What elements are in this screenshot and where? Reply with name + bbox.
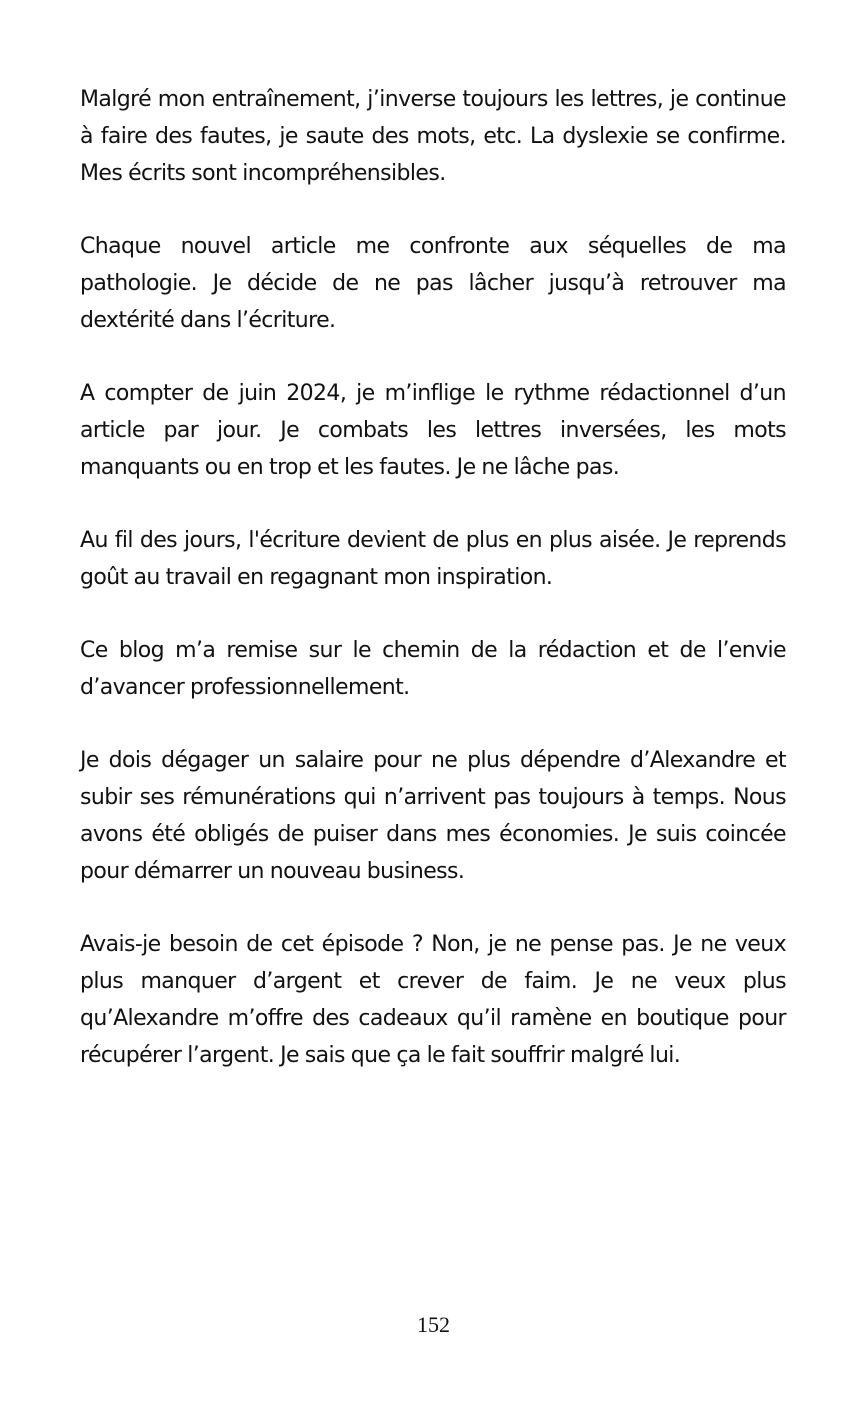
paragraph: A compter de juin 2024, je m’inflige le rythme rédactionnel d’un article par jour. Je combats les lettres inversées, les mots manquants ou en trop et les fautes. Je ne lâche pas. (80, 381, 786, 480)
paragraph: Ce blog m’a remise sur le chemin de la rédaction et de l’envie d’avancer professionnellement. (80, 638, 786, 700)
paragraph: Je dois dégager un salaire pour ne plus dépendre d’Alexandre et subir ses rémunérations qui n’arrivent pas toujours à temps. Nous avons été obligés de puiser dans mes économies. Je suis coincée pour démarrer un nouveau business. (80, 748, 786, 884)
text-body (80, 81, 786, 1110)
page-number: 152 (417, 1312, 450, 1337)
paragraph: Au fil des jours, l'écriture devient de plus en plus aisée. Je reprends goût au travail en regagnant mon inspiration. (80, 528, 786, 590)
paragraph: Avais-je besoin de cet épisode ? Non, je ne pense pas. Je ne veux plus manquer d’argent et crever de faim. Je ne veux plus qu’Alexandre m’offre des cadeaux qu’il ramène en boutique pour récupérer l’argent. Je sais que ça le fait souffrir malgré lui. (80, 932, 786, 1068)
paragraph: Chaque nouvel article me confronte aux séquelles de ma pathologie. Je décide de ne pas lâcher jusqu’à retrouver ma dextérité dans l’écriture. (80, 234, 786, 333)
paragraph: Malgré mon entraînement, j’inverse toujours les lettres, je continue à faire des fautes, je saute des mots, etc. La dyslexie se confirme. Mes écrits sont incompréhensibles. (80, 87, 786, 186)
